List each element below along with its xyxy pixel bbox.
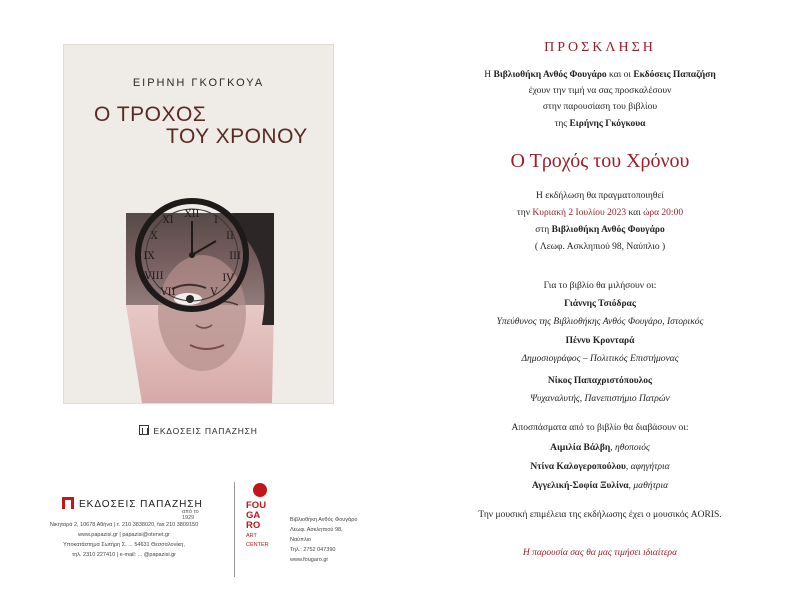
music-credit: Την μουσική επιμέλεια της εκδήλωσης έχει ο μουσικός AORIS. — [478, 510, 722, 520]
closing-line: Η παρουσία σας θα μας τιμήσει ιδιαίτερα — [522, 548, 678, 558]
speaker-role: Δημοσιογράφος – Πολιτικός Επιστήμονας — [521, 354, 679, 364]
publisher-logo-icon — [62, 497, 74, 509]
intro-line: Η Βιβλιοθήκη Ανθός Φουγάρο και οι Εκδόσεις Παπαζήση — [484, 70, 716, 80]
fougaro-word-line: GA — [246, 510, 261, 521]
fougaro-sub-line: CENTER — [246, 542, 269, 548]
book-title: Ο Τροχός του Χρόνου — [510, 150, 690, 172]
publisher-address-line: Υποκατάστημα Σωτήρη Σ. ... 54631 Θεσσαλονίκη, — [63, 542, 185, 548]
speaker-name: Γιάννης Τσιόδρας — [564, 299, 636, 309]
fougaro-address-line: Λεωφ. Ασκληπιού 98, — [290, 527, 343, 533]
svg-text:XI: XI — [162, 215, 174, 226]
svg-text:X: X — [150, 231, 158, 242]
reader-entry: Ντίνα Καλογεροπούλου, αφηγήτρια — [530, 462, 670, 472]
fougaro-address-line: Τηλ.: 2752 047390 — [290, 547, 336, 553]
cover-publisher-name: ΕΚΔΟΣΕΙΣ ΠΑΠΑΖΗΣΗ — [153, 426, 258, 436]
svg-text:VIII: VIII — [144, 271, 164, 282]
cover-title-line2: ΤΟΥ ΧΡΟΝΟΥ — [166, 125, 308, 148]
publisher-address-line: Νικηταρά 2, 10678 Αθήνα | τ. 210 3838020, fax 210 3809150 — [49, 522, 199, 528]
reader-entry: Αγγελική-Σοφία Ξυλίνα, μαθήτρια — [531, 481, 669, 491]
event-line: Η εκδήλωση θα πραγματοποιηθεί — [536, 191, 664, 201]
svg-text:VII: VII — [160, 287, 176, 298]
cover-title-line1: Ο ΤΡΟΧΟΣ — [94, 103, 207, 126]
speaker-name: Νίκος Παπαχριστόπουλος — [547, 376, 653, 386]
fougaro-address-line: Ναύπλιο — [290, 537, 311, 543]
speaker-role: Υπεύθυνος της Βιβλιοθήκης Ανθός Φουγάρο, Ιστορικός — [496, 317, 704, 327]
fougaro-circle-icon — [253, 483, 267, 497]
clock-face-illustration — [112, 195, 284, 403]
svg-text:I: I — [214, 215, 218, 226]
invitation-heading: ΠΡΟΣΚΛΗΣΗ — [544, 40, 656, 55]
svg-text:XII: XII — [184, 209, 200, 220]
fougaro-word-line: FOU — [246, 500, 267, 511]
publisher-address-line: www.papazisi.gr | papazisi@otenet.gr — [78, 532, 170, 538]
fougaro-address-line: Βιβλιοθήκη Ανθός Φουγάρο — [290, 517, 358, 523]
fougaro-sub-line: ART — [246, 533, 257, 539]
cover-publisher — [64, 425, 333, 436]
event-venue: στη Βιβλιοθήκη Ανθός Φουγάρο — [535, 225, 665, 235]
intro-line: έχουν την τιμή να σας προσκαλέσουν — [528, 86, 672, 96]
logo-divider — [234, 482, 235, 577]
publisher-logo-name: ΕΚΔΟΣΕΙΣ ΠΑΠΑΖΗΣΗ — [79, 499, 203, 510]
fougaro-word-line: RO — [246, 520, 261, 531]
fougaro-logo — [246, 483, 286, 549]
publisher-address-line: τηλ. 2310 227410 | e-mail: ... @papazisi.gr — [72, 552, 176, 558]
intro-line: στην παρουσίαση του βιβλίου — [542, 102, 658, 112]
book-cover — [64, 45, 333, 436]
publisher-mark-icon — [139, 425, 149, 435]
svg-text:II: II — [226, 231, 234, 242]
event-datetime: την Κυριακή 2 Ιουλίου 2023 και ώρα 20:00 — [516, 208, 684, 218]
publisher-logo — [62, 494, 212, 521]
svg-text:IV: IV — [222, 273, 234, 284]
svg-text:III: III — [229, 251, 241, 262]
readers-intro: Αποσπάσματα από το βιβλίο θα διαβάσουν οι: — [511, 423, 689, 433]
cover-author: ΕΙΡΗΝΗ ΓΚΟΓΚΟΥΑ — [132, 77, 265, 89]
speaker-role: Ψυχαναλυτής, Πανεπιστήμιο Πατρών — [530, 394, 670, 404]
fougaro-address-line: www.fougaro.gr — [290, 557, 329, 563]
svg-text:V: V — [210, 287, 218, 298]
intro-line: της Ειρήνης Γκόγκουα — [554, 119, 646, 129]
speaker-name: Πέννυ Κρονταρά — [565, 336, 635, 346]
publisher-address — [20, 520, 228, 560]
svg-text:IX: IX — [143, 251, 155, 262]
speakers-intro: Για το βιβλίο θα μιλήσουν οι: — [543, 281, 657, 291]
reader-entry: Αιμιλία Βάλβη, ηθοποιός — [550, 443, 650, 453]
event-address: ( Λεωφ. Ασκληπιού 98, Ναύπλιο ) — [534, 242, 666, 252]
publisher-logo-since: από το 1929 — [182, 509, 199, 521]
fougaro-address — [290, 515, 390, 565]
